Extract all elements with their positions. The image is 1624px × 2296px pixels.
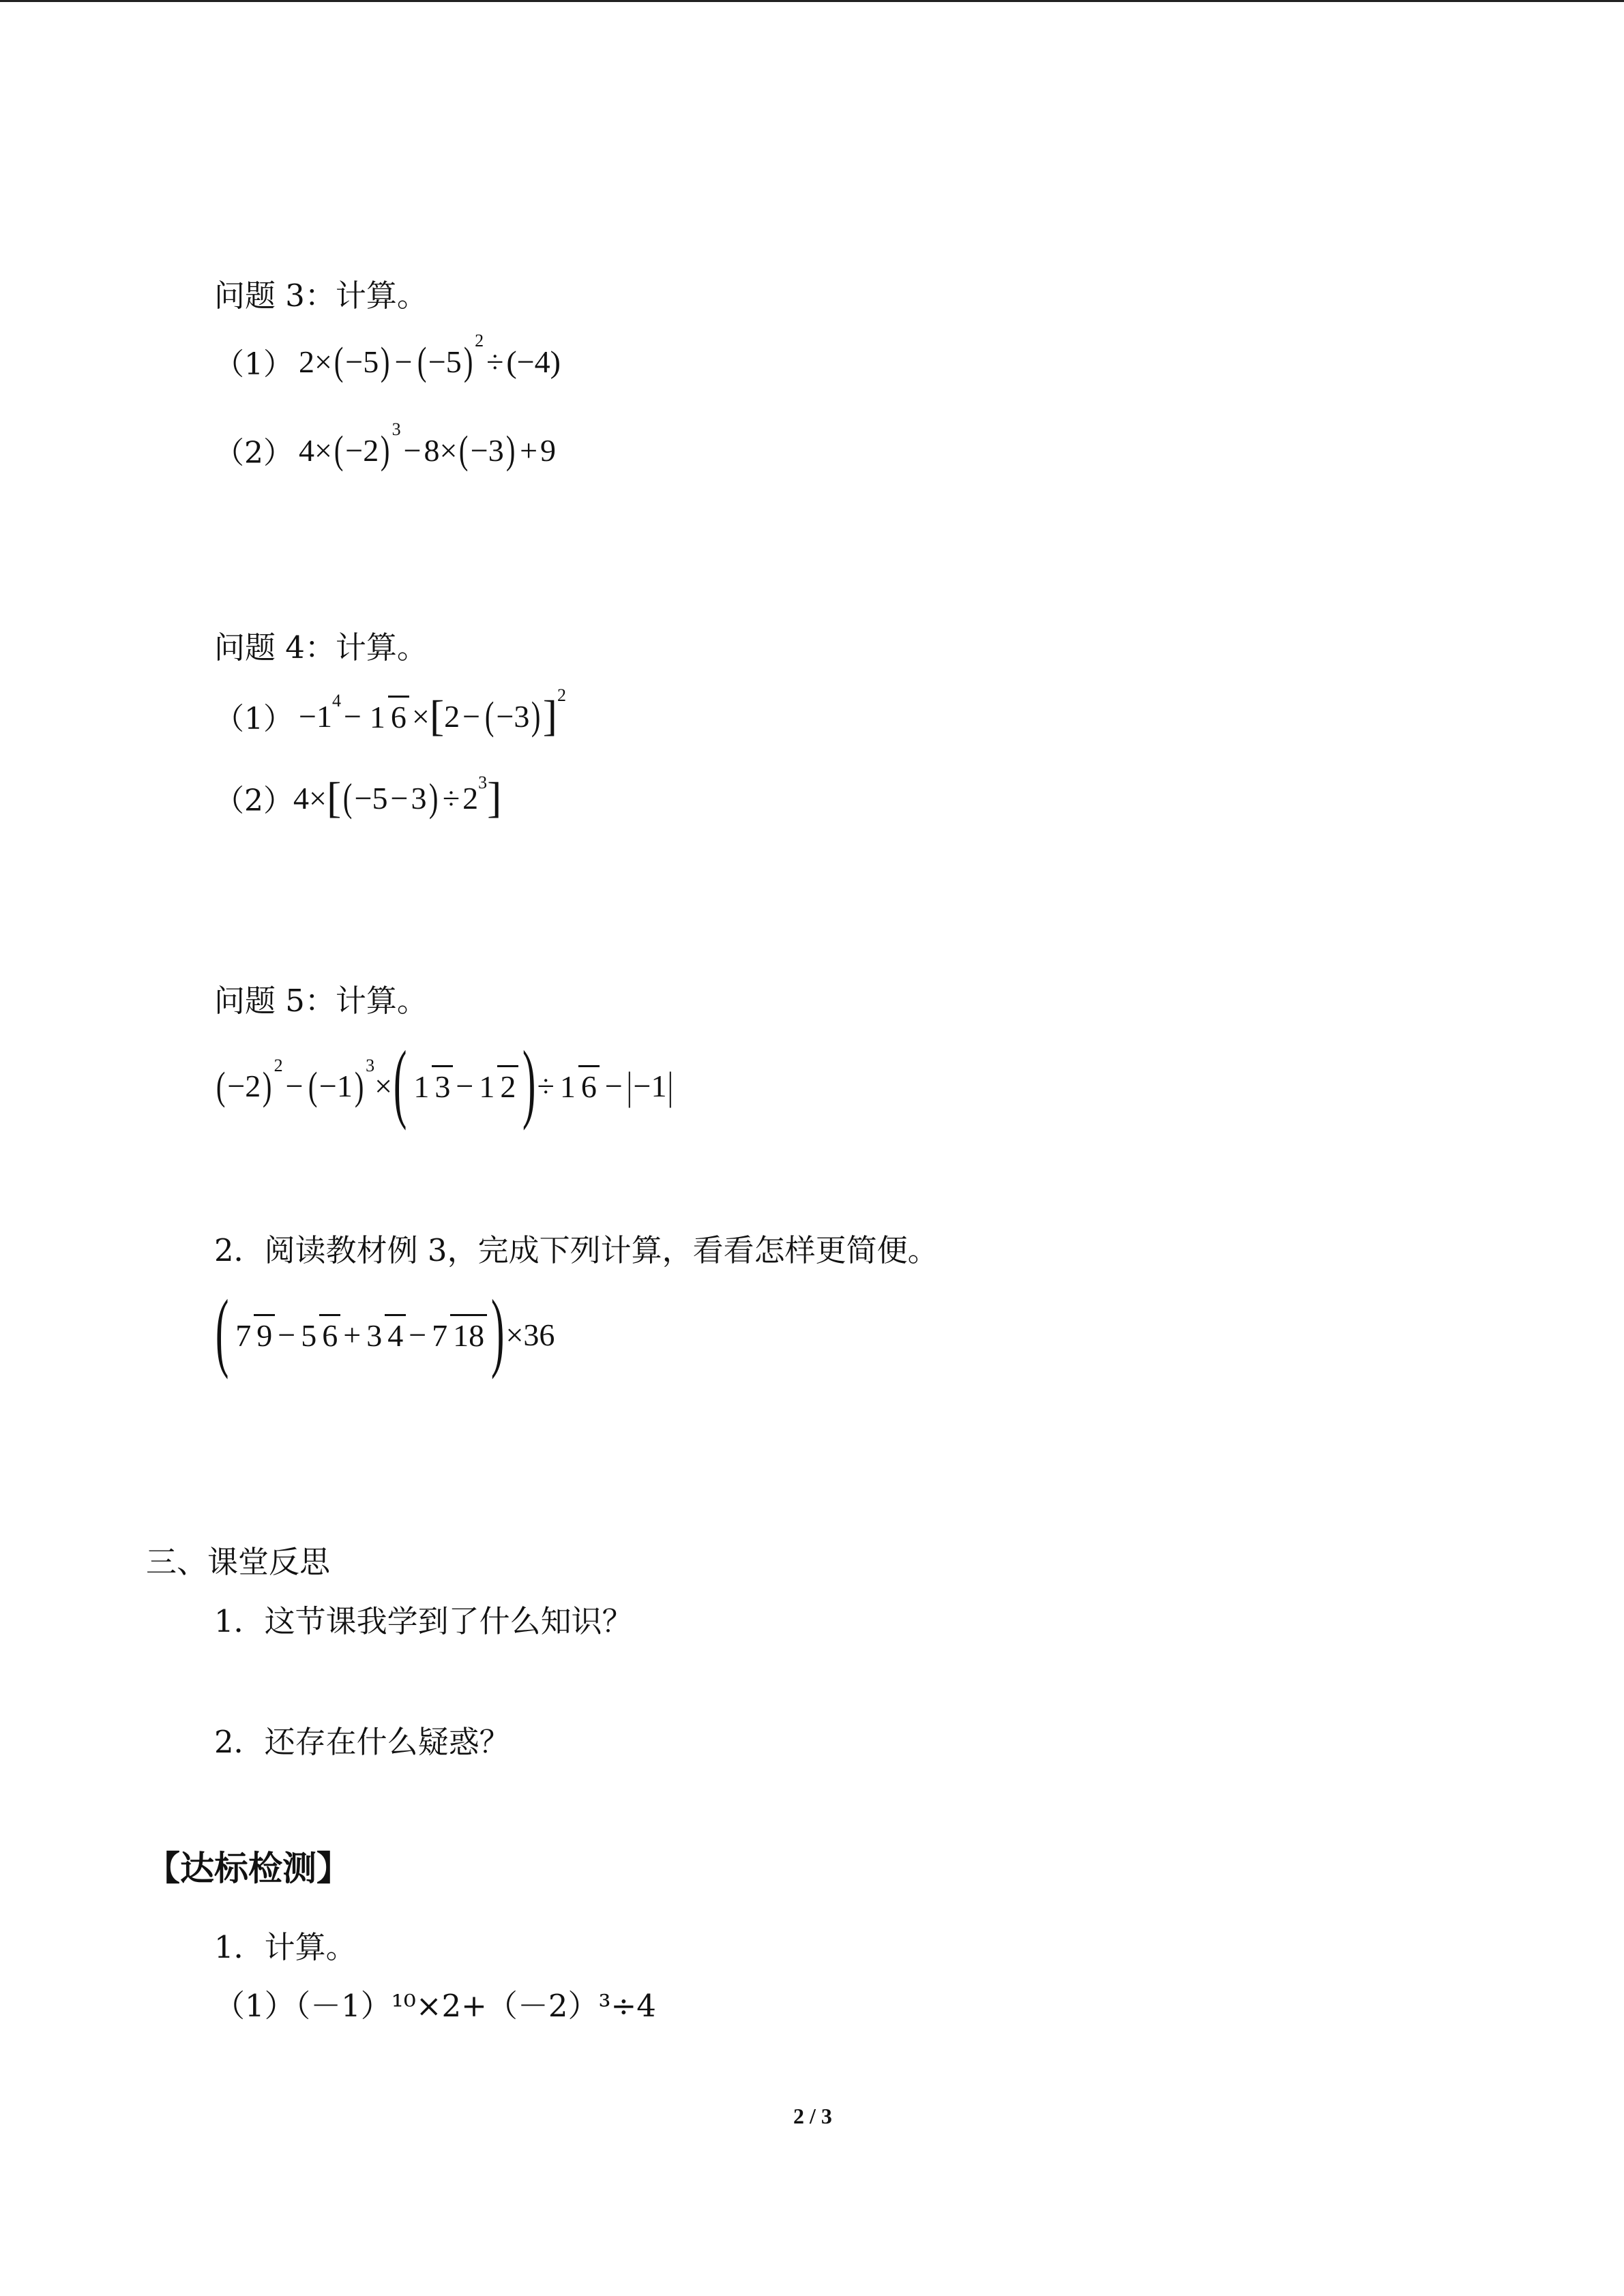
part-label: （2） [214,784,293,818]
section-3-title: 三、课堂反思 [146,1544,331,1580]
problem-3-part-2: （2） 4× ( −2 ) 3 − 8× ( −3 ) + 9 [214,419,557,472]
item-2-instruction: 2．阅读教材例 3，完成下列计算，看看怎样更简便。 [214,1232,939,1268]
check-question-1-part-1: （1）（－1）¹⁰×2+（－2）³÷4 [214,1988,656,2024]
problem-3-part-1: （1） 2× ( −5 ) − ( −5 ) 2 ÷ (−4) [214,331,561,383]
problem-5-expression: ( −2 ) 2 − ( −1 ) 3 × ( 1 3 − 1 2 ) ÷ 1 6 − | −1 | [216,1032,674,1131]
reflection-question-2: 2．还存在什么疑惑？ [214,1724,510,1760]
part-label: （1） [214,347,293,382]
problem-3-title: 问题 3：计算。 [214,278,428,314]
part-label: （2） [214,436,293,471]
page-number: 2 / 3 [793,2104,832,2128]
check-heading: 【达标检测】 [146,1849,351,1888]
check-question-1: 1．计算。 [214,1929,357,1965]
problem-4-part-2: （2） 4× [ ( −5 − 3 ) ÷ 2 3 ] [214,773,502,822]
reflection-question-1: 1．这节课我学到了什么知识？ [214,1603,633,1639]
problem-4-part-1: （1） −1 4 − 1 6 × [ 2 − ( −3 ) ] 2 [214,685,567,740]
top-border [0,0,1624,2]
problem-4-title: 问题 4：计算。 [214,629,428,666]
problem-5-title: 问题 5：计算。 [214,983,428,1019]
part-label: （1） [214,702,293,736]
item-2-expression: ( 7 9 − 5 6 + 3 4 − 7 18 ) ×36 [215,1281,555,1380]
